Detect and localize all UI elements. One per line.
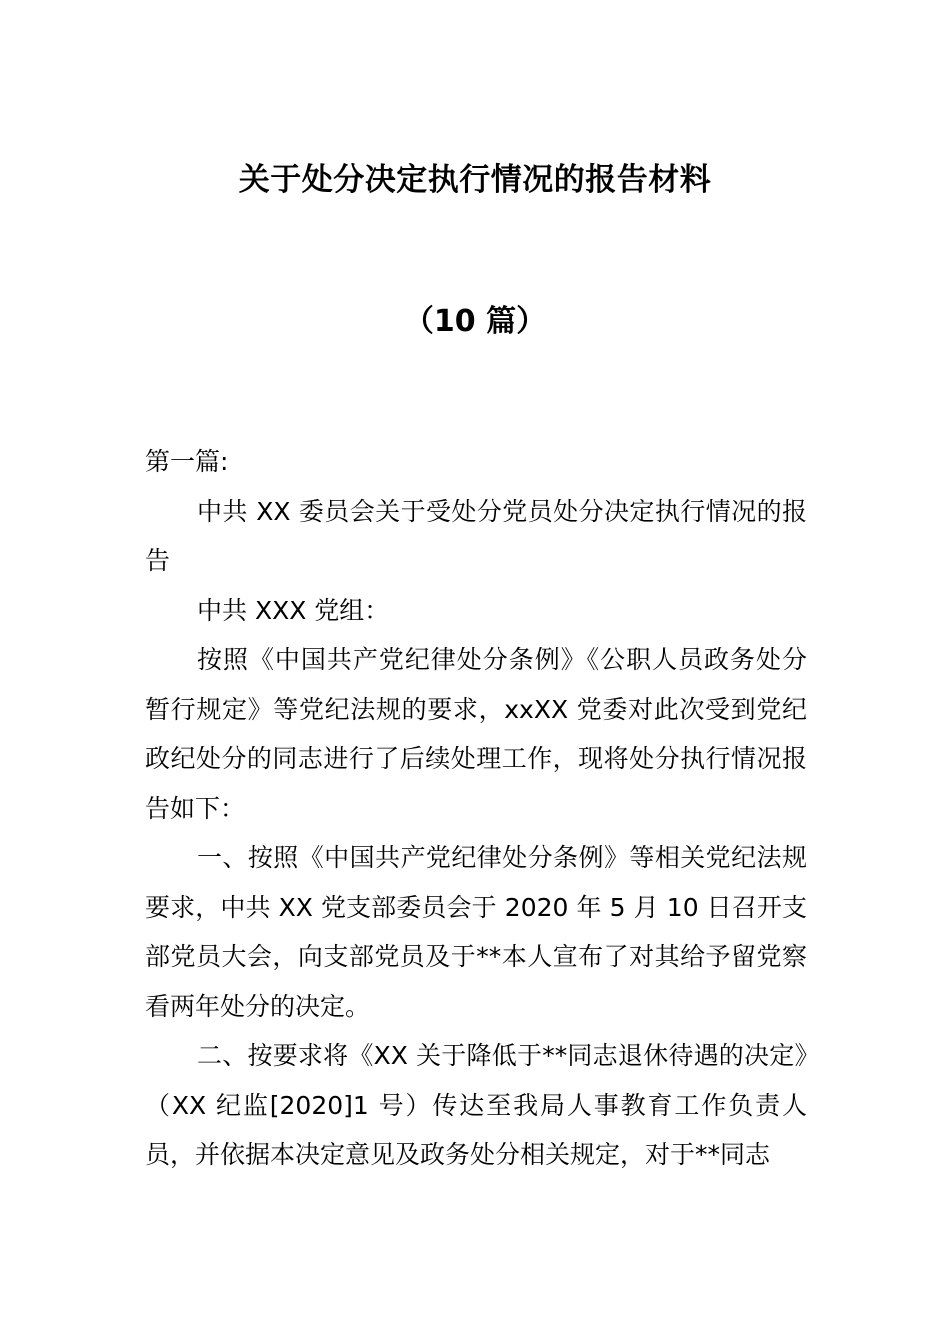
report-title: 中共 XX 委员会关于受处分党员处分决定执行情况的报告 — [145, 496, 807, 575]
document-title: 关于处分决定执行情况的报告材料 — [238, 162, 712, 198]
paragraph-intro: 按照《中国共产党纪律处分条例》《公职人员政务处分暂行规定》等党纪法规的要求，xxXX 党委对此次受到党纪政纪处分的同志进行了后续处理工作，现将处分执行情况报告如下： — [145, 645, 807, 823]
paragraph-two: 二、按要求将《XX 关于降低于**同志退休待遇的决定》（XX 纪监[2020]1 号）传达至我局人事教育工作负责人员，并依据本决定意见及政务处分相关规定，对于**同志 — [145, 1041, 807, 1169]
salutation: 中共 XXX 党组： — [197, 595, 390, 625]
section-label: 第一篇: — [145, 447, 229, 476]
paragraph-one: 一、按照《中国共产党纪律处分条例》等相关党纪法规要求，中共 XX 党支部委员会于 2020 年 5 月 10 日召开支部党员大会，向支部党员及于**本人宣布了对其给予留党察看两年处分的决定。 — [145, 843, 807, 1021]
document-body — [145, 437, 807, 1180]
document-subtitle: （10 篇） — [403, 304, 547, 339]
